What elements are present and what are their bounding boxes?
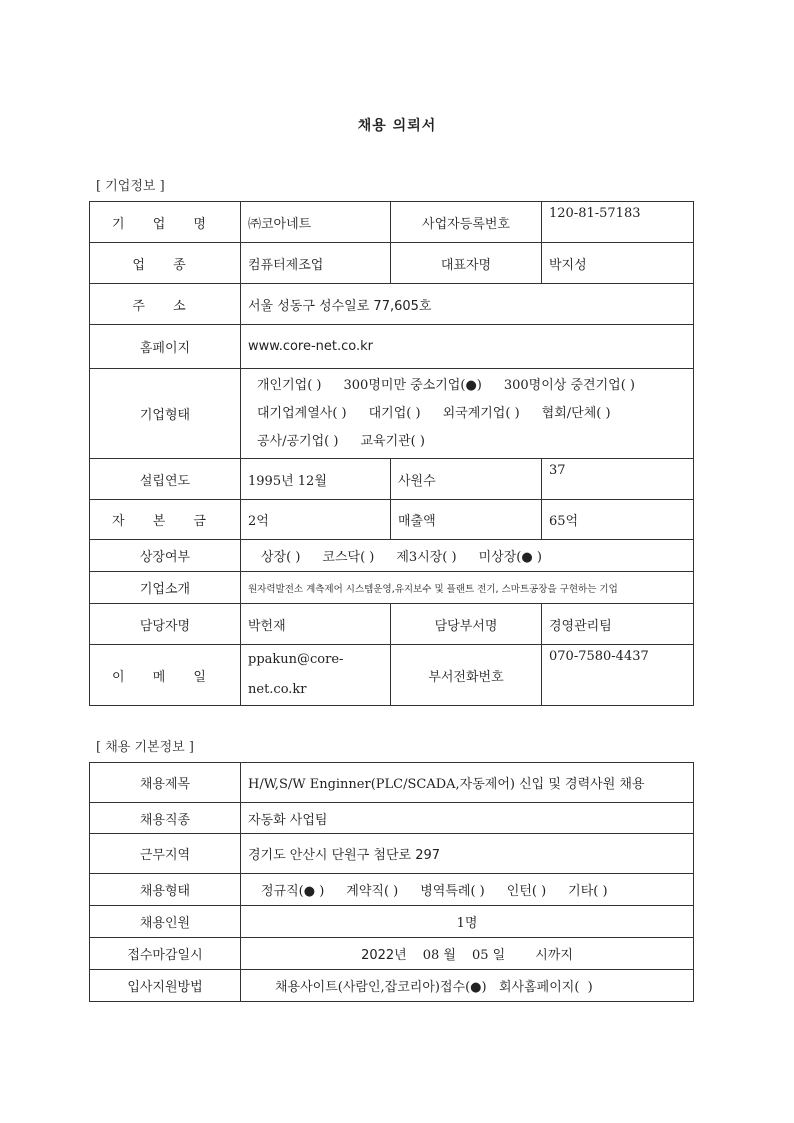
capital-value: 2억 xyxy=(241,500,391,540)
contact-value: 박헌재 xyxy=(241,604,391,645)
table-row xyxy=(90,906,694,938)
phone-value: 070-7580-4437 xyxy=(542,645,694,706)
employees-value: 37 xyxy=(542,459,694,500)
ceo-value: 박지성 xyxy=(542,243,694,284)
revenue-value: 65억 xyxy=(542,500,694,540)
deadline-until: 시까지 xyxy=(535,948,573,963)
table-row xyxy=(90,243,694,284)
deadline-label: 접수마감일시 xyxy=(90,938,241,970)
listing-option: 상장( ) xyxy=(261,550,301,565)
type-option: 외국계기업( ) xyxy=(442,405,520,421)
job-type-value: 자동화 사업팀 xyxy=(241,803,694,834)
intro-label: 기업소개 xyxy=(90,572,241,604)
employment-type-label: 채용형태 xyxy=(90,874,241,906)
capital-label: 자 본 금 xyxy=(90,500,241,540)
company-type-options xyxy=(241,369,694,459)
apply-method-value: 채용사이트(사람인,잡코리아)접수(●) 회사홈페이지( ) xyxy=(241,970,694,1002)
type-option: 300명미만 중소기업(●) xyxy=(343,377,482,393)
job-type-label: 채용직종 xyxy=(90,803,241,834)
type-option: 협회/단체( ) xyxy=(541,405,611,421)
table-row xyxy=(90,202,694,243)
location-value: 경기도 안산시 단원구 첨단로 297 xyxy=(241,834,694,874)
table-row xyxy=(90,763,694,803)
table-row xyxy=(90,369,694,459)
ceo-label: 대표자명 xyxy=(391,243,542,284)
phone-label: 부서전화번호 xyxy=(391,645,542,706)
deadline-month: 08 월 xyxy=(422,948,456,963)
homepage-value[interactable]: www.core-net.co.kr xyxy=(241,325,694,369)
hiring-section-title: [ 채용 기본정보 ] xyxy=(96,740,194,755)
company-name-value: ㈜코아네트 xyxy=(241,202,391,243)
document-title: 채용 의뢰서 xyxy=(357,118,437,134)
table-row xyxy=(90,325,694,369)
email-value[interactable] xyxy=(241,645,391,706)
job-title-value: H/W,S/W Enginner(PLC/SCADA,자동제어) 신입 및 경력사원 채용 xyxy=(241,763,694,803)
table-row xyxy=(90,459,694,500)
address-value: 서울 성동구 성수일로 77,605호 xyxy=(241,284,694,325)
deadline-day: 05 일 xyxy=(471,948,506,963)
type-option: 대기업( ) xyxy=(368,405,421,421)
table-row xyxy=(90,500,694,540)
industry-value: 컴퓨터제조업 xyxy=(241,243,391,284)
deadline-year: 2022년 xyxy=(361,948,407,963)
headcount-label: 채용인원 xyxy=(90,906,241,938)
listing-option: 코스닥( ) xyxy=(322,550,375,565)
employees-label: 사원수 xyxy=(391,459,542,500)
type-option: 300명이상 중견기업( ) xyxy=(503,377,635,393)
employment-type-options xyxy=(241,874,694,906)
listing-option: 제3시장( ) xyxy=(396,550,457,565)
type-option: 대기업계열사( ) xyxy=(257,405,347,421)
regno-label: 사업자등록번호 xyxy=(391,202,542,243)
employment-option: 병역특례( ) xyxy=(420,884,485,899)
listing-options xyxy=(241,540,694,572)
headcount-value: 1명 xyxy=(241,906,694,938)
location-label: 근무지역 xyxy=(90,834,241,874)
regno-value: 120-81-57183 xyxy=(542,202,694,243)
table-row xyxy=(90,604,694,645)
listing-option: 미상장(● ) xyxy=(478,550,542,565)
company-type-label: 기업형태 xyxy=(90,369,241,459)
email-line: net.co.kr xyxy=(248,682,307,697)
type-option: 교육기관( ) xyxy=(360,433,425,449)
employment-option: 기타( ) xyxy=(568,884,608,899)
type-line-3 xyxy=(257,428,447,456)
table-row xyxy=(90,970,694,1002)
intro-value: 원자력발전소 계측제어 시스템운영,유지보수 및 플랜트 전기, 스마트공장을 구현하는 기업 xyxy=(241,572,694,604)
founded-value: 1995년 12월 xyxy=(241,459,391,500)
dept-label: 담당부서명 xyxy=(391,604,542,645)
founded-label: 설립연도 xyxy=(90,459,241,500)
type-line-1 xyxy=(257,372,635,400)
table-row xyxy=(90,645,694,706)
table-row xyxy=(90,803,694,834)
employment-option: 정규직(● ) xyxy=(261,884,325,899)
contact-label: 담당자명 xyxy=(90,604,241,645)
table-row xyxy=(90,834,694,874)
type-option: 개인기업( ) xyxy=(257,377,322,393)
address-label: 주 소 xyxy=(90,284,241,325)
company-info-table xyxy=(89,201,694,706)
email-line: ppakun@core- xyxy=(248,652,344,667)
table-row xyxy=(90,938,694,970)
company-section-title: [ 기업정보 ] xyxy=(96,179,165,194)
listing-label: 상장여부 xyxy=(90,540,241,572)
employment-option: 계약직( ) xyxy=(346,884,399,899)
type-option: 공사/공기업( ) xyxy=(257,433,339,449)
table-row xyxy=(90,284,694,325)
table-row xyxy=(90,874,694,906)
apply-method-label: 입사지원방법 xyxy=(90,970,241,1002)
homepage-label: 홈페이지 xyxy=(90,325,241,369)
dept-value: 경영관리팀 xyxy=(542,604,694,645)
table-row xyxy=(90,572,694,604)
hiring-info-table xyxy=(89,762,694,1002)
employment-option: 인턴( ) xyxy=(506,884,547,899)
email-label: 이 메 일 xyxy=(90,645,241,706)
revenue-label: 매출액 xyxy=(391,500,542,540)
company-name-label: 기 업 명 xyxy=(90,202,241,243)
industry-label: 업 종 xyxy=(90,243,241,284)
type-line-2 xyxy=(257,400,611,428)
job-title-label: 채용제목 xyxy=(90,763,241,803)
table-row xyxy=(90,540,694,572)
deadline-value xyxy=(241,938,694,970)
